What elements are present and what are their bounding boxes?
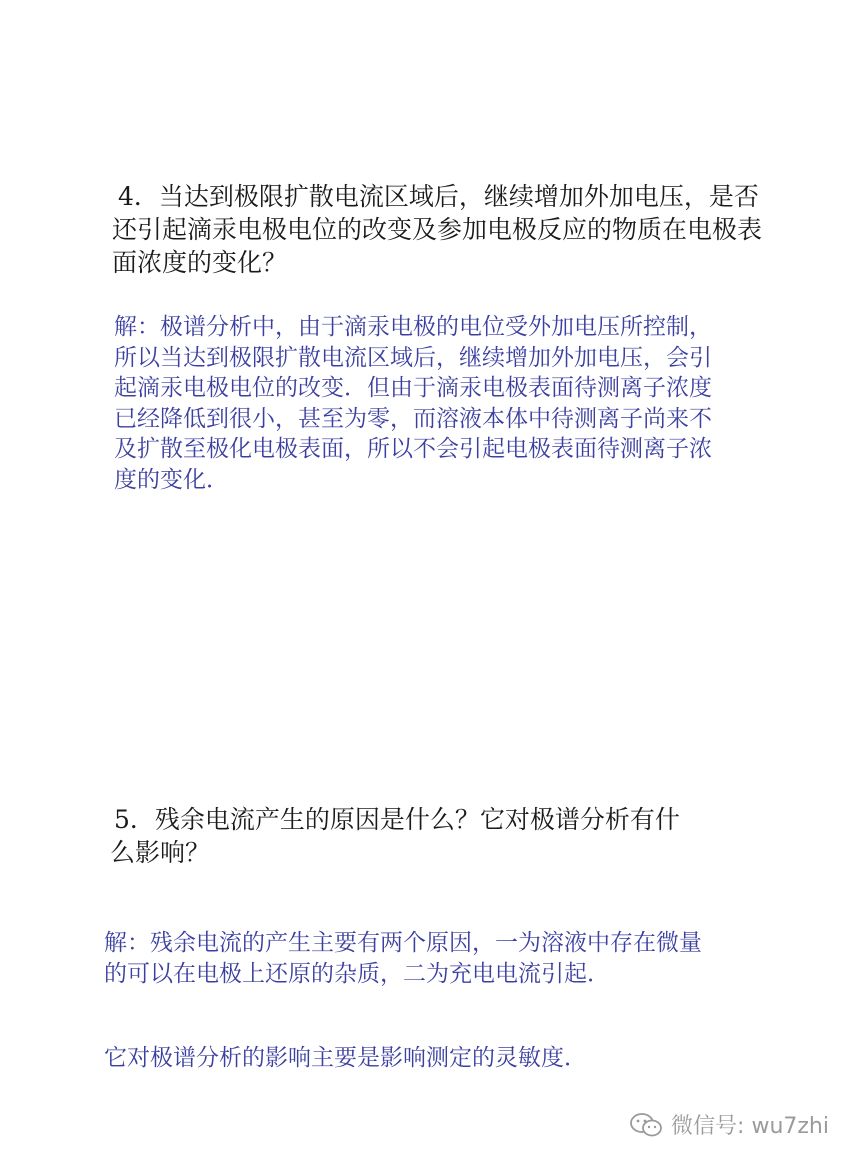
question-4-line-2: 还引起滴汞电极电位的改变及参加电极反应的物质在电极表 — [112, 215, 763, 244]
question-5 — [110, 803, 730, 869]
wechat-icon — [629, 1111, 663, 1139]
answer-5-line-1: 解：残余电流的产生主要有两个原因，一为溶液中存在微量 — [104, 930, 702, 956]
question-4-line-3: 面浓度的变化？ — [112, 248, 288, 277]
answer-4 — [114, 312, 774, 495]
answer-4-line-4: 已经降低到很小，甚至为零，而溶液本体中待测离子尚来不 — [114, 405, 712, 432]
answer-4-line-5: 及扩散至极化电极表面，所以不会引起电极表面待测离子浓 — [114, 436, 712, 462]
answer-4-line-2: 所以当达到极限扩散电流区域后，继续增加外加电压，会引 — [114, 344, 712, 371]
answer-5-effect-line: 它对极谱分析的影响主要是影响测定的灵敏度． — [104, 1045, 587, 1071]
question-4 — [112, 180, 772, 279]
answer-5 — [104, 928, 784, 989]
wechat-watermark — [629, 1109, 829, 1140]
answer-5-effect — [104, 1043, 784, 1074]
question-5-line-2: 么影响？ — [110, 838, 211, 867]
question-4-line-1: 4．当达到极限扩散电流区域后，继续增加外加电压，是否 — [118, 182, 759, 211]
answer-4-line-1: 解：极谱分析中，由于滴汞电极的电位受外加电压所控制， — [114, 314, 712, 340]
answer-4-line-6: 度的变化． — [114, 466, 229, 493]
answer-4-line-3: 起滴汞电极电位的改变．但由于滴汞电极表面待测离子浓度 — [114, 375, 712, 401]
answer-5-line-2: 的可以在电极上还原的杂质，二为充电电流引起． — [104, 960, 610, 987]
watermark-text: 微信号: wu7zhi — [671, 1114, 829, 1139]
question-5-line-1: 5．残余电流产生的原因是什么？它对极谱分析有什 — [114, 805, 680, 834]
